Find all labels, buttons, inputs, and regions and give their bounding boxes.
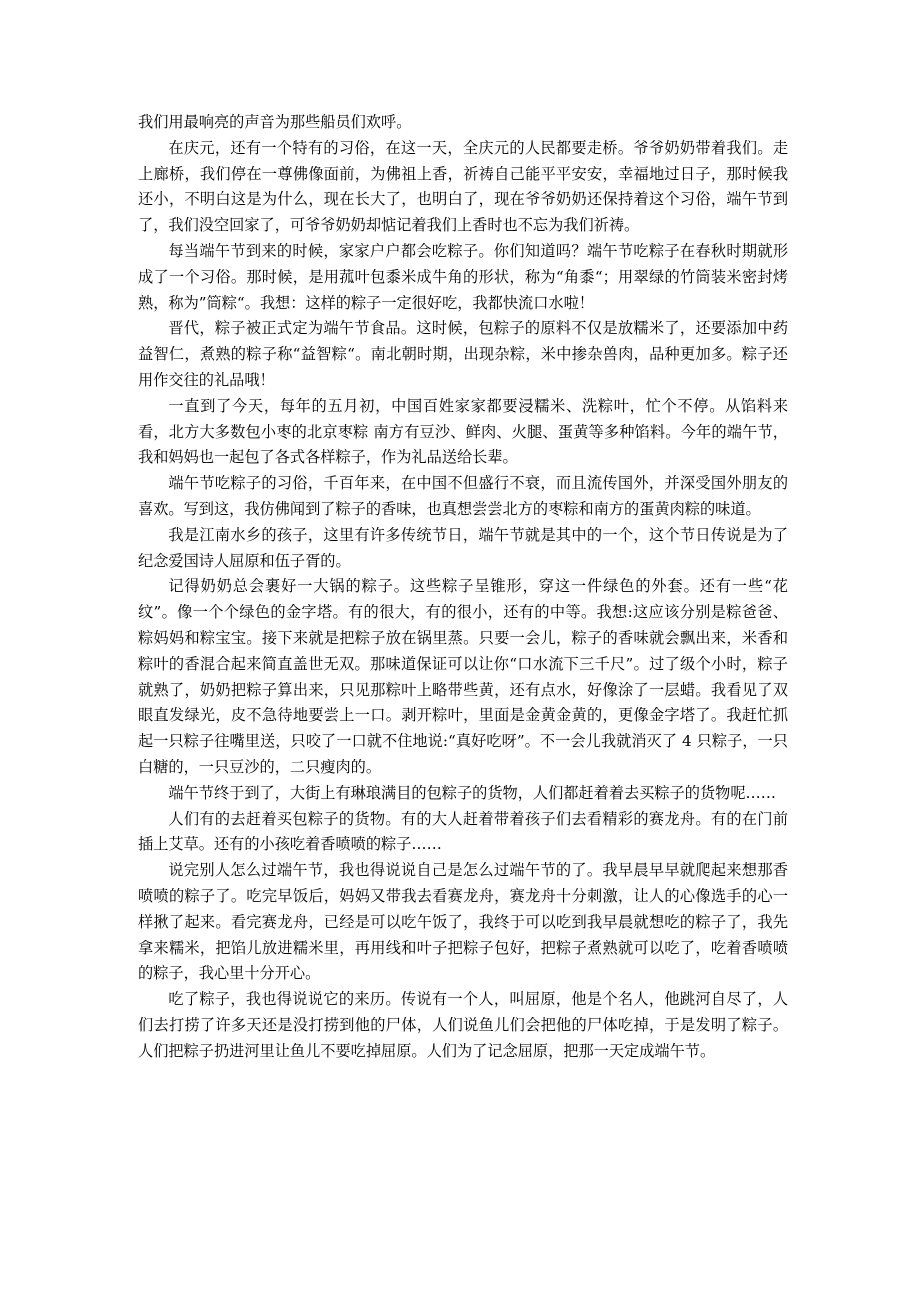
paragraph: 在庆元，还有一个特有的习俗，在这一天，全庆元的人民都要走桥。爷爷奶奶带着我们。走上廊桥，我们停在一尊佛像面前，为佛祖上香，祈祷自己能平平安安，幸福地过日子，那时候我还小，不明白这是为什么，现在长大了，也明白了，现在爷爷奶奶还保持着这个习俗，端午节到了，我们没空回家了，可爷爷奶奶却惦记着我们上香时也不忘为我们祈祷。 [138, 138, 788, 235]
paragraph: 端午节终于到了，大街上有琳琅满目的包粽子的货物，人们都赶着着去买粽子的货物呢…… [168, 783, 776, 802]
paragraph: 端午节吃粽子的习俗，千百年来，在中国不但盛行不衰，而且流传国外，并深受国外朋友的喜欢。写到这，我仿佛闻到了粽子的香味，也真想尝尝北方的枣粽和南方的蛋黄肉粽的味道。 [138, 474, 788, 518]
paragraph: 一直到了今天，每年的五月初，中国百姓家家都要浸糯米、洗粽叶，忙个不停。从馅料来看，北方大多数包小枣的北京枣粽 南方有豆沙、鲜肉、火腿、蛋黄等多种馅料。今年的端午节，我和妈妈也一起包了各式各样粽子，作为礼品送给长辈。 [138, 396, 788, 467]
paragraph: 说完别人怎么过端午节，我也得说说自己是怎么过端午节的了。我早晨早早就爬起来想那香喷喷的粽子了。吃完早饭后，妈妈又带我去看赛龙舟，赛龙舟十分刺激，让人的心像选手的心一样揪了起来。看完赛龙舟，已经是可以吃午饭了，我终于可以吃到我早晨就想吃的粽子了，我先拿来糯米，把馅儿放进糯米里，再用线和叶子把粽子包好，把粽子煮熟就可以吃了，吃着香喷喷的粽子，我心里十分开心。 [138, 861, 788, 983]
paragraph: 吃了粽子，我也得说说它的来历。传说有一个人，叫屈原，他是个名人，他跳河自尽了，人们去打捞了许多天还是没打捞到他的尸体，人们说鱼儿们会把他的尸体吃掉，于是发明了粽子。人们把粽子扔进河里让鱼儿不要吃掉屈原。人们为了记念屈原，把那一天定成端午节。 [138, 990, 788, 1060]
paragraph: 晋代，粽子被正式定为端午节食品。这时候，包粽子的原料不仅是放糯米了，还要添加中药益智仁，煮熟的粽子称“益智粽“。南北朝时期，出现杂粽，米中掺杂兽肉，品种更加多。粽子还用作交往的礼品哦！ [138, 319, 788, 389]
paragraph: 记得奶奶总会裹好一大锅的粽子。这些粽子呈锥形，穿这一件绿色的外套。还有一些“花纹”。像一个个绿色的金字塔。有的很大，有的很小，还有的中等。我想:这应该分别是粽爸爸、粽妈妈和粽宝宝。接下来就是把粽子放在锅里蒸。只要一会儿，粽子的香味就会飘出来，米香和粽叶的香混合起来简直盖世无双。那味道保证可以让你“口水流下三千尺”。过了级个小时，粽子就熟了，奶奶把粽子算出来，只见那粽叶上略带些黄，还有点水，好像涂了一层蜡。我看见了双眼直发绿光，皮不急待地要尝上一口。剥开粽叶，里面是金黄金黄的，更像金字塔了。我赶忙抓起一只粽子往嘴里送，只咬了一口就不住地说:“真好吃呀”。不一会儿我就消灭了 4 只粽子，一只白糖的，一只豆沙的，二只瘦肉的。 [138, 577, 788, 776]
paragraph: 每当端午节到来的时候，家家户户都会吃粽子。你们知道吗？端午节吃粽子在春秋时期就形成了一个习俗。那时候，是用菰叶包黍米成牛角的形状，称为“角黍“；用翠绿的竹筒装米密封烤熟，称为”筒粽“。我想：这样的粽子一定很好吃，我都快流口水啦！ [138, 241, 788, 312]
document-body [138, 110, 788, 1064]
paragraph: 人们有的去赶着买包粽子的货物。有的大人赶着带着孩子们去看精彩的赛龙舟。有的在门前插上艾草。还有的小孩吃着香喷喷的粽子…… [138, 809, 788, 854]
paragraph: 我是江南水乡的孩子，这里有许多传统节日，端午节就是其中的一个，这个节日传说是为了纪念爱国诗人屈原和伍子胥的。 [138, 525, 788, 570]
paragraph-continuation: 我们用最响亮的声音为那些船员们欢呼。 [138, 113, 412, 131]
